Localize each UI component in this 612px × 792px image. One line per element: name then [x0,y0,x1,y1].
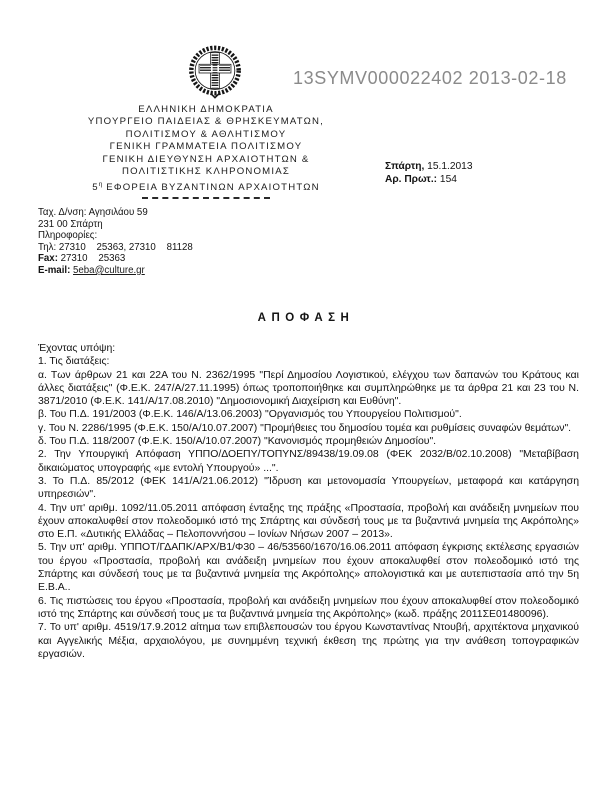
city-label: Σπάρτη, [385,161,425,172]
eforia-number: 5 [92,181,99,193]
body-paragraph: α. Των άρθρων 21 και 22Α του Ν. 2362/1995 "Περί Δημοσίου Λογιστικού, ελέγχου των δαπανών του Κράτους και άλλες διατάξεις" (Φ.Ε.Κ. 247/Α/27.11.1995) όπως τροποποιήθηκε και συμπληρώθηκε με τα άρθρα 21 και 23 του Ν. 3871/2010 (Φ.Ε.Κ. 141/Α/17.08.2010) "Δημοσιονομική Διαχείριση και Ευθύνη". [38,369,579,408]
address-value: Αγησιλάου 59 [86,207,148,218]
body-paragraph: 5. Την υπ' αριθμ. ΥΠΠΟΤ/ΓΔΑΠΚ/ΑΡΧ/Β1/Φ30 – 46/53560/1670/16.06.2011 απόφαση έγκρισης εκτέλεσης εργασιών του έργου «Προστασία, προβολή και ανάδειξη μνημείων που έχουν αποκαλυφθεί στον πολεοδομικό ιστό της Σπάρτης και σύνδεσή τους με τα βυζαντινά μνημεία της Ακρόπολης» απολογιστικά και με αυτεπιστασία από την 5η Ε.Β.Α.. [38,542,579,594]
contact-block [38,207,193,276]
protocol-number: 154 [437,174,457,186]
tel-line [38,242,193,254]
letterhead-line-ministry-1: ΥΠΟΥΡΓΕΙΟ ΠΑΙΔΕΙΑΣ & ΘΡΗΣΚΕΥΜΑΤΩΝ, [87,116,325,128]
fax-value: 27310 25363 [57,253,126,265]
body-paragraph: 7. Το υπ' αριθμ. 4519/17.9.2012 αίτημα των επιβλεπουσών του έργου Κωνσταντίνας Ντουβή, αρχιτέκτονα μηχανικού και Αγγελικής Μέξια, αρχαιολόγου, με συνημμένη τεχνική έκθεση της πρώτης για την ανάθεση τοπογραφικών εργασιών. [38,622,579,660]
body-intro: Έχοντας υπόψη: [38,343,116,354]
letterhead-line-eforia [20,179,392,195]
letterhead-line-republic: ΕΛΛΗΝΙΚΗ ΔΗΜΟΚΡΑΤΙΑ [138,104,274,115]
eforia-superscript: η [98,180,103,188]
protocol-label: Αρ. Πρωτ.: [385,174,438,186]
letterhead-separator [142,197,270,199]
letterhead [20,104,392,199]
letterhead-line-secretariat: ΓΕΝΙΚΗ ΓΡΑΜΜΑΤΕΙΑ ΠΟΛΙΤΙΣΜΟΥ [109,141,303,153]
letterhead-line-directorate-2: ΠΟΛΙΤΙΣΤΙΚΗΣ ΚΛΗΡΟΝΟΜΙΑΣ [122,166,290,178]
registry-stamp-code: 13SYMV000022402 2013-02-18 [293,68,567,88]
city-date-line [385,160,473,173]
postal-line: 231 00 Σπάρτη [38,218,103,230]
body-paragraph: 2. Την Υπουργική Απόφαση ΥΠΠΟ/ΔΟΕΠΥ/ΤΟΠΥΝΣ/89438/19.09.08 (ΦΕΚ 2032/Β/02.10.2008) "Μεταβίβαση δικαιώματος υπογραφής «με εντολή Υπουργού» ...". [38,449,579,474]
email-link[interactable]: 5eba@culture.gr [73,264,145,276]
decision-title: ΑΠΟΦΑΣΗ [257,312,355,324]
tel-value: 27310 25363, 27310 81128 [56,241,193,253]
date-protocol-block [385,160,473,186]
body-paragraph: 1. Τις διατάξεις: [38,356,110,368]
body-paragraph: 3. Το Π.Δ. 85/2012 (ΦΕΚ 141/Α/21.06.2012) "Ίδρυση και μετονομασία Υπουργείων, μεταφορά και κατάργηση υπηρεσιών". [38,475,579,501]
greek-coat-of-arms-icon [186,44,244,101]
body-paragraph: γ. Του Ν. 2286/1995 (Φ.Ε.Κ. 150/Α/10.07.2007) "Προμήθειες του δημοσίου τομέα και ρυθμίσεις συναφών θεμάτων". [38,422,572,434]
protocol-line [385,173,473,186]
body-paragraph: 6. Τις πιστώσεις του έργου «Προστασία, προβολή και ανάδειξη μνημείων που έχουν αποκαλυφθεί στον πολεοδομικό ιστό της Σπάρτης και σύνδεσή τους με τα βυζαντινά μνημεία της Ακρόπολης» (κωδ. πράξης 2011ΣΕ01480096). [38,595,579,620]
info-line: Πληροφορίες: [38,230,98,242]
date-value: 15.1.2013 [424,161,473,172]
eforia-name: ΕΦΟΡΕΙΑ ΒΥΖΑΝΤΙΝΩΝ ΑΡΧΑΙΟΤΗΤΩΝ [102,181,320,193]
fax-label: Fax: [38,253,58,265]
letterhead-line-ministry-2: ΠΟΛΙΤΙΣΜΟΥ & ΑΘΛΗΤΙΣΜΟΥ [125,128,287,140]
letterhead-line-directorate-1: ΓΕΝΙΚΗ ΔΙΕΥΘΥΝΣΗ ΑΡΧΑΙΟΤΗΤΩΝ & [102,153,310,165]
email-line [38,265,193,277]
address-label: Ταχ. Δ/νση: [38,207,87,218]
tel-label: Τηλ: [38,241,57,253]
email-label: E-mail: [38,264,71,276]
body-paragraph: 4. Την υπ' αριθμ. 1092/11.05.2011 απόφαση ένταξης της πράξης «Προστασία, προβολή και ανάδειξη μνημείων που έχουν αποκαλυφθεί στον πολεοδομικό ιστό της Σπάρτης και σύνδεσή τους με τα βυζαντινά μνημεία της Ακρόπολης» στο Ε.Π. «Δυτικής Ελλάδας – Πελοποννήσου – Ιονίων Νήσων 2007 – 2013». [38,502,579,541]
body-paragraph: β. Του Π.Δ. 191/2003 (Φ.Ε.Κ. 146/Α/13.06.2003) "Οργανισμός του Υπουργείου Πολιτισμού". [38,409,462,421]
body-paragraph: δ. Του Π.Δ. 118/2007 (Φ.Ε.Κ. 150/Α/10.07.2007) "Κανονισμός προμηθειών Δημοσίου". [38,436,437,448]
fax-line [38,253,193,265]
address-line [38,207,193,219]
decision-body [38,342,579,661]
